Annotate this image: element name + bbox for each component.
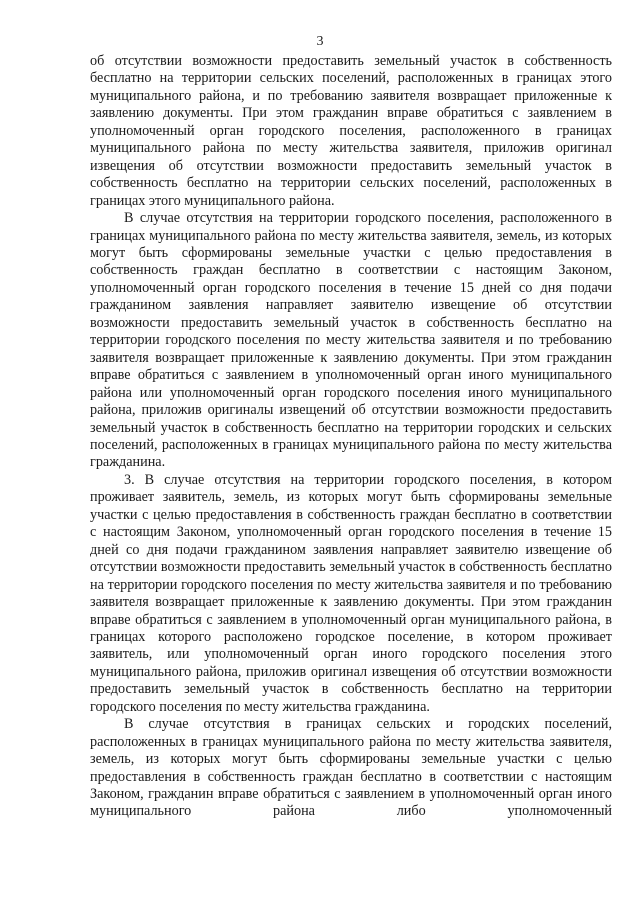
paragraph-urban-settlement: В случае отсутствия на территории городского поселения, расположенного в границах муниципального района по месту жительства заявителя, земель, из которых могут быть сформированы земельные участки с целью предоставления в собственность граждан бесплатно в соответствии с настоящим Законом, уполномоченный орган городского поселения в течение 15 дней со дня подачи гражданином заявления направляет заявителю извещение об отсутствии возможности предоставить земельный участок в собственность бесплатно на территории городского поселения по месту жительства заявителя и по требованию заявителя возвращает приложенные к заявлению документы. При этом гражданин вправе обратиться с заявлением в уполномоченный орган иного муниципального района или уполномоченный орган городского поселения иного муниципального района, приложив оригиналы извещений об отсутствии возможности предоставить земельный участок в собственность бесплатно на территории городских и сельских поселений, расположенных в границах муниципального района по месту жительства гражданина.	[90, 210, 612, 471]
document-body	[90, 53, 612, 821]
paragraph-continuation: об отсутствии возможности предоставить земельный участок в собственность бесплатно на территории сельских поселений, расположенных в границах этого муниципального района, и по требованию заявителя возвращает приложенные к заявлению документы. При этом гражданин вправе обратиться с заявлением в уполномоченный орган городского поселения, расположенного в границах муниципального района по месту жительства заявителя, приложив оригинал извещения об отсутствии возможности предоставить земельный участок в собственность бесплатно на территории сельских поселений, расположенных в границах этого муниципального района.	[90, 53, 612, 209]
paragraph-rural-urban-settlements: В случае отсутствия в границах сельских и городских поселений, расположенных в границах муниципального района по месту жительства заявителя, земель, из которых могут быть сформированы земельные участки с целью предоставления в собственность граждан бесплатно в соответствии с настоящим Законом, гражданин вправе обратиться с заявлением в уполномоченный орган иного муниципального района либо уполномоченный	[90, 716, 612, 820]
paragraph-item-3: 3. В случае отсутствия на территории городского поселения, в котором проживает заявитель, земель, из которых могут быть сформированы земельные участки с целью предоставления в собственность граждан бесплатно в соответствии с настоящим Законом, уполномоченный орган городского поселения в течение 15 дней со дня подачи гражданином заявления направляет заявителю извещение об отсутствии возможности предоставить земельный участок в собственность бесплатно на территории городского поселения по месту жительства заявителя и по требованию заявителя возвращает приложенные к заявлению документы. При этом гражданин вправе обратиться с заявлением в уполномоченный орган муниципального района, в границах которого расположено городское поселение, в котором проживает заявитель, или уполномоченный орган иного городского поселения этого муниципального района, приложив оригинал извещения об отсутствии возможности предоставить земельный участок в собственность бесплатно на территории городского поселения по месту жительства гражданина.	[90, 471, 612, 715]
page-number: 3	[316, 34, 324, 49]
